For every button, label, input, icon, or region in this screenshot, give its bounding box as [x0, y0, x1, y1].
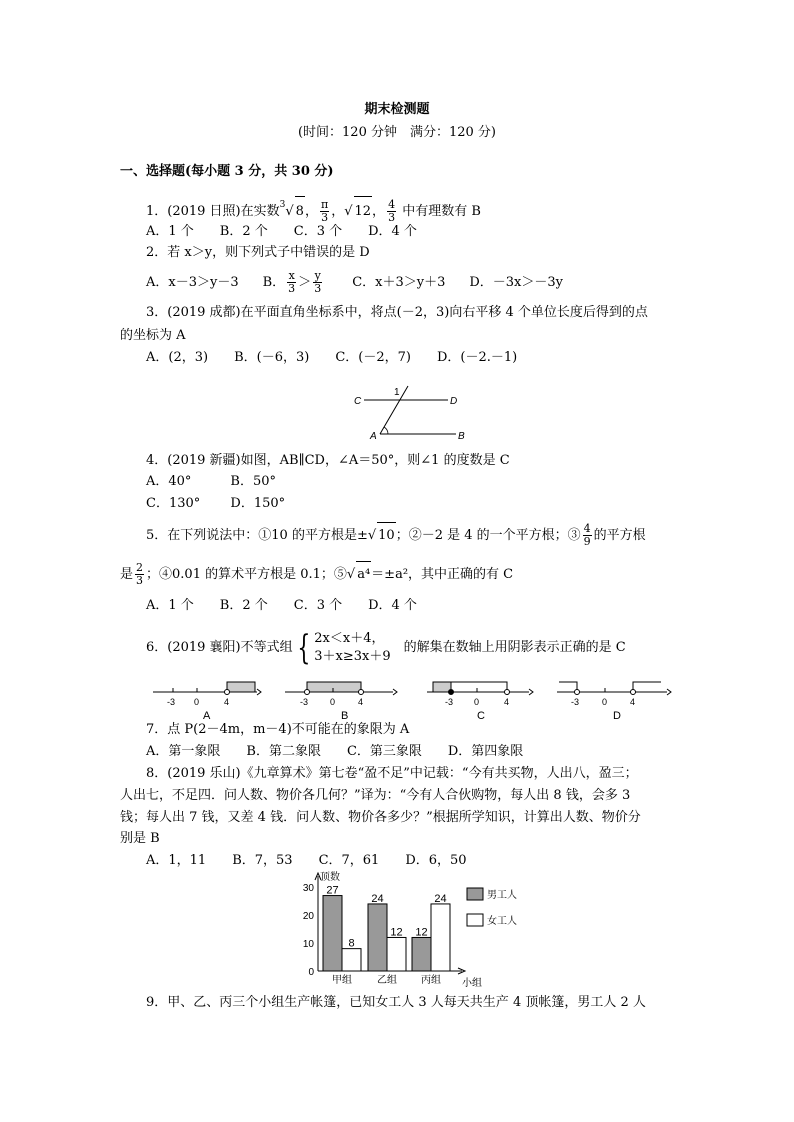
bar	[342, 949, 361, 971]
q2-option-c: C．x＋3＞y＋3	[352, 275, 446, 290]
number-line-c	[427, 682, 533, 722]
category-label: 甲组	[332, 975, 352, 986]
bar	[387, 937, 406, 971]
open-point	[631, 690, 636, 695]
tick-label: 4	[358, 697, 364, 707]
question-8-line3: 钱；每人出 7 钱，又差 4 钱．问人数、物价各多少？”根据所学知识，计算出人数、物价分	[120, 810, 641, 825]
label-b: B	[458, 431, 465, 442]
bar-value-label: 8	[348, 937, 355, 950]
tick-label: -3	[571, 697, 580, 707]
question-1: 1．(2019 日照)在实数$^3$√ 8， $\frac{\pi}{3}$ ，√ 12， $\frac{4}{3}$ 中有理数有 B	[146, 190, 481, 227]
y-tick-label: 20	[302, 911, 314, 923]
q5-frac-4-9: $\frac{4}{9}$	[583, 522, 591, 548]
bar	[323, 896, 342, 971]
question-8-line1: 8．(2019 乐山)《九章算术》第七卷“盈不足”中记载：“今有共买物，人出八，盈三；	[146, 766, 638, 781]
tick-label: 0	[330, 697, 336, 707]
bar-value-label: 27	[326, 884, 339, 897]
y-axis-label: 顶数	[320, 872, 340, 883]
page-title: 期末检测题	[364, 102, 430, 117]
tick-label: -3	[300, 697, 309, 707]
bar-value-label: 12	[415, 926, 428, 939]
q6-suffix: 的解集在数轴上用阴影表示正确的是 C	[403, 640, 626, 655]
open-point	[305, 690, 310, 695]
parallel-lines-figure	[350, 384, 470, 444]
question-8-line4: 别是 B	[120, 831, 160, 846]
y-tick-label: 30	[302, 883, 314, 895]
x-axis-label: 小组	[462, 978, 482, 988]
q8-options: A．1，11 B．7，53 C．7，61 D．6，50	[146, 853, 467, 868]
bar	[431, 904, 450, 971]
q4-options-ab: A．40° B．50°	[146, 474, 277, 489]
q1-cube-index: 3	[279, 200, 286, 210]
q5-line2-a: 是	[120, 567, 134, 582]
question-4: 4．(2019 新疆)如图，AB∥CD，∠A＝50°，则∠1 的度数是 C	[146, 453, 510, 468]
y-tick-label: 10	[302, 939, 314, 951]
bracket-d-right	[633, 682, 661, 692]
number-line-a	[153, 682, 261, 722]
q5-line2-c: ＝±a²，其中正确的有 C	[371, 567, 514, 582]
q5-part1: 5．在下列说法中：①10 的平方根是±	[146, 528, 368, 543]
tick-label: 4	[630, 697, 636, 707]
q2-options	[146, 268, 563, 298]
q5-options: A．1 个 B．2 个 C．3 个 D．4 个	[146, 598, 417, 613]
question-3-line2: 的坐标为 A	[120, 328, 186, 343]
question-7: 7．点 P(2－4m，m－4)不可能在的象限为 A	[146, 722, 410, 737]
q5-sqrt-a4: a⁴	[356, 561, 371, 588]
question-5-line1: 5．在下列说法中：①10 的平方根是±√ 10；②－2 是 4 的一个平方根；③ $\frac{4}{9}$ 的平方根	[146, 522, 646, 548]
open-point	[359, 690, 364, 695]
bar	[412, 937, 431, 971]
question-8-line2: 人出七，不足四．问人数、物价各几何？”译为：“今有人合伙购物，每人出 8 钱，会多 3	[120, 788, 631, 803]
shaded-region-b	[307, 682, 361, 692]
q5-sqrt10: 10	[377, 522, 396, 549]
section-heading: 一、选择题(每小题 3 分，共 30 分)	[120, 164, 334, 179]
legend-swatch-male	[467, 888, 483, 900]
q1-cube-radicand: 8	[295, 196, 305, 227]
bar	[368, 904, 387, 971]
bar-value-label: 24	[371, 892, 384, 905]
q1-pi-fraction: $\frac{\pi}{3}$	[320, 198, 329, 224]
q2-option-b-label: B．	[262, 275, 286, 290]
solid-point	[449, 690, 454, 695]
q5-part2: ；②－2 是 4 的一个平方根；③	[395, 528, 581, 543]
option-label-b: B	[341, 710, 349, 722]
number-line-b	[285, 682, 397, 722]
legend-label-male: 男工人	[487, 890, 517, 901]
question-2: 2．若 x＞y，则下列式子中错误的是 D	[146, 245, 370, 260]
q4-options-cd: C．130° D．150°	[146, 496, 286, 511]
number-line-d	[557, 682, 671, 722]
label-c: C	[354, 396, 362, 407]
q2-gt: ＞	[298, 275, 312, 290]
bracket-c	[451, 682, 507, 692]
tick-label: -3	[167, 697, 176, 707]
open-point	[505, 690, 510, 695]
shaded-region-c	[433, 682, 451, 692]
system-brace: {	[296, 627, 310, 668]
bar-chart	[290, 868, 540, 988]
bracket-d-left	[559, 682, 577, 692]
option-label-d: D	[613, 710, 621, 722]
question-5-line2: 是 $\frac{2}{3}$ ；④0.01 的算术平方根是 0.1；⑤√ a⁴＝±a²，其中正确的有 C	[120, 561, 514, 587]
q2-frac-x: $\frac{x}{3}$	[288, 269, 296, 295]
q3-options: A．(2，3) B．(－6，3) C．(－2，7) D．(－2.－1)	[146, 350, 518, 365]
label-d: D	[450, 396, 458, 407]
tick-label: 4	[224, 697, 230, 707]
open-point	[575, 690, 580, 695]
number-line-options	[145, 672, 685, 724]
q2-frac-y: $\frac{y}{3}$	[314, 269, 322, 295]
q5-part3: 的平方根	[593, 528, 646, 543]
tick-label: 4	[504, 697, 510, 707]
q7-options: A．第一象限 B．第二象限 C．第三象限 D．第四象限	[146, 744, 524, 759]
q5-frac-2-3: $\frac{2}{3}$	[136, 561, 144, 587]
angle-a-arc	[384, 427, 388, 434]
q1-sqrt12: 12	[354, 196, 373, 227]
q6-prefix: 6．(2019 襄阳)不等式组	[146, 640, 293, 655]
q2-option-d: D．－3x＞－3y	[469, 275, 564, 290]
ineq-2: 3＋x≥3x＋9	[314, 648, 391, 664]
open-point	[225, 690, 230, 695]
option-label-a: A	[203, 710, 211, 722]
tick-label: -3	[445, 697, 454, 707]
y-tick-label: 0	[308, 967, 314, 978]
q1-suffix: 中有理数有 B	[402, 204, 481, 219]
question-3-line1: 3．(2019 成都)在平面直角坐标系中，将点(－2，3)向右平移 4 个单位长度后得到的点	[146, 305, 648, 320]
tick-label: 0	[194, 697, 200, 707]
q2-option-a: A．x－3＞y－3	[146, 275, 239, 290]
inequality-system	[314, 630, 390, 666]
q1-fraction: $\frac{4}{3}$	[388, 198, 396, 224]
legend-label-female: 女工人	[487, 916, 517, 927]
bar-value-label: 12	[390, 926, 403, 939]
category-label: 乙组	[377, 975, 397, 986]
category-label: 丙组	[421, 975, 441, 986]
page-subtitle: (时间：120 分钟 满分：120 分)	[297, 125, 497, 140]
tick-label: 0	[602, 697, 608, 707]
question-9-line1: 9．甲、乙、丙三个小组生产帐篷，已知女工人 3 人每天共生产 4 顶帐篷，男工人 2 人	[146, 995, 646, 1010]
q1-options: A．1 个 B．2 个 C．3 个 D．4 个	[146, 224, 417, 239]
label-a: A	[370, 431, 377, 442]
q5-line2-b: ；④0.01 的算术平方根是 0.1；⑤	[146, 567, 347, 582]
tick-label: 0	[474, 697, 480, 707]
shaded-region-a	[227, 682, 255, 692]
bar-value-label: 24	[434, 892, 447, 905]
question-6	[146, 626, 626, 670]
q1-prefix: 1．(2019 日照)在实数	[146, 204, 280, 219]
legend-swatch-female	[467, 914, 483, 926]
label-1: 1	[394, 387, 400, 398]
ineq-1: 2x＜x＋4，	[314, 630, 385, 646]
option-label-c: C	[477, 710, 485, 722]
